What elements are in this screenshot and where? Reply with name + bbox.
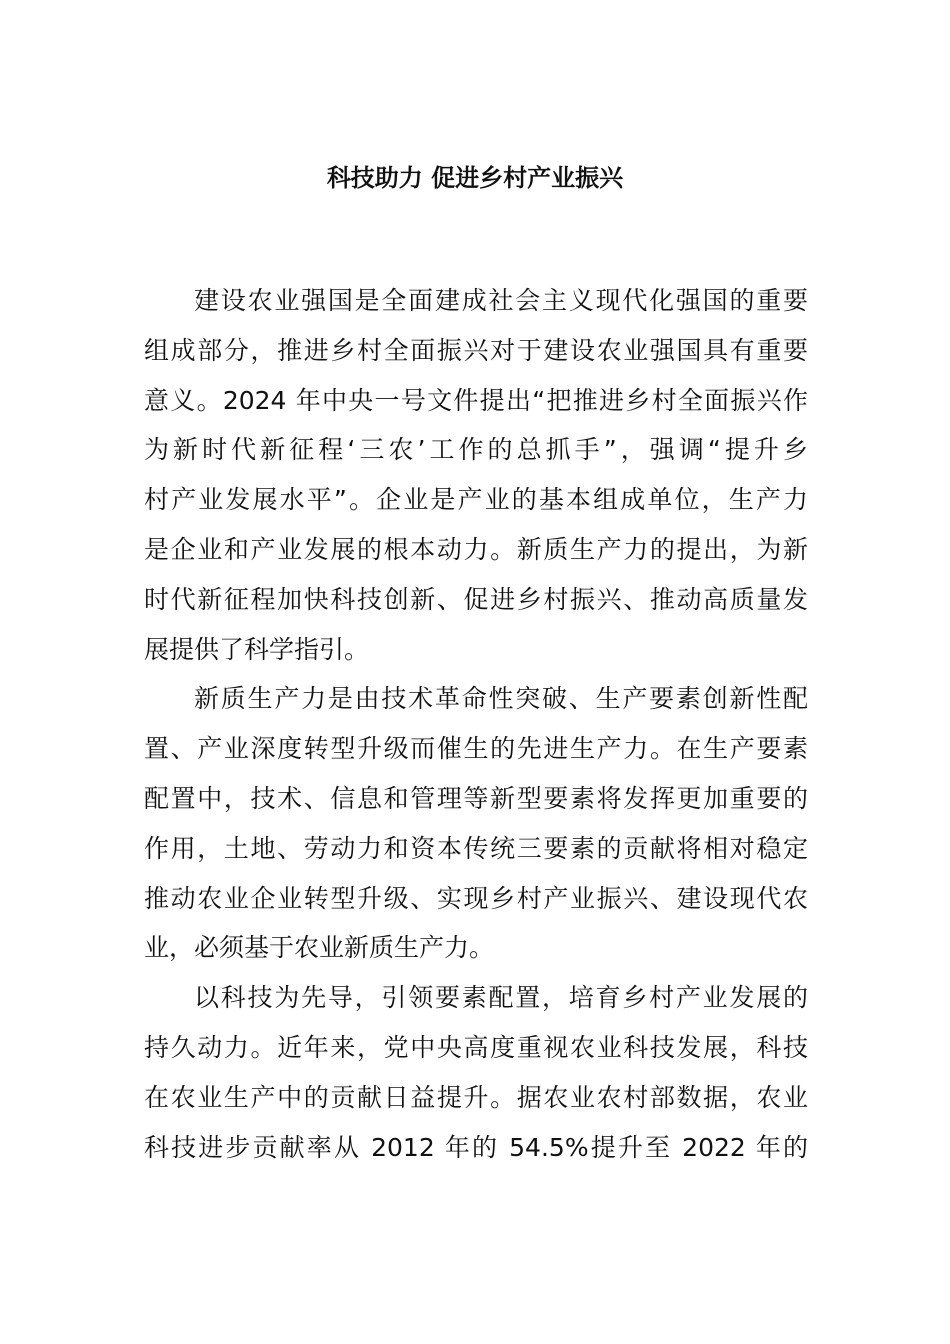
text-line: 组成部分，推进乡村全面振兴对于建设农业强国具有重要 <box>144 335 808 365</box>
paragraph-3 <box>144 973 808 1172</box>
text-line: 科技进步贡献率从 2012 年的 54.5%提升至 2022 年的 <box>144 1132 808 1162</box>
text-line: 村产业发展水平”。企业是产业的基本组成单位，生产力 <box>144 485 808 515</box>
text-line: 建设农业强国是全面建成社会主义现代化强国的重要 <box>194 286 808 315</box>
paragraph-1 <box>144 276 808 674</box>
text-line: 新质生产力是由技术革命性突破、生产要素创新性配 <box>194 684 808 714</box>
text-line: 配置中，技术、信息和管理等新型要素将发挥更加重要的 <box>144 783 808 813</box>
text-line: 作用，土地、劳动力和资本传统三要素的贡献将相对稳定 <box>144 833 808 863</box>
text-line: 在农业生产中的贡献日益提升。据农业农村部数据，农业 <box>144 1082 808 1112</box>
page-title: 科技助力 促进乡村产业振兴 <box>326 164 624 192</box>
text-line: 是企业和产业发展的根本动力。新质生产力的提出，为新 <box>144 534 808 564</box>
text-line: 为新时代新征程‘三农’工作的总抓手”，强调“提升乡 <box>144 435 808 465</box>
article-body <box>144 276 808 1172</box>
text-line: 时代新征程加快科技创新、促进乡村振兴、推动高质量发 <box>144 584 808 614</box>
text-line: 业，必须基于农业新质生产力。 <box>144 933 495 963</box>
text-line: 置、产业深度转型升级而催生的先进生产力。在生产要素 <box>144 734 808 764</box>
text-line: 以科技为先导，引领要素配置，培育乡村产业发展的 <box>194 983 808 1013</box>
text-line: 推动农业企业转型升级、实现乡村产业振兴、建设现代农 <box>144 883 808 913</box>
paragraph-2 <box>144 674 808 973</box>
text-line: 展提供了科学指引。 <box>144 634 370 664</box>
text-line: 持久动力。近年来，党中央高度重视农业科技发展，科技 <box>144 1032 808 1062</box>
text-line: 意义。2024 年中央一号文件提出“把推进乡村全面振兴作 <box>144 385 808 415</box>
